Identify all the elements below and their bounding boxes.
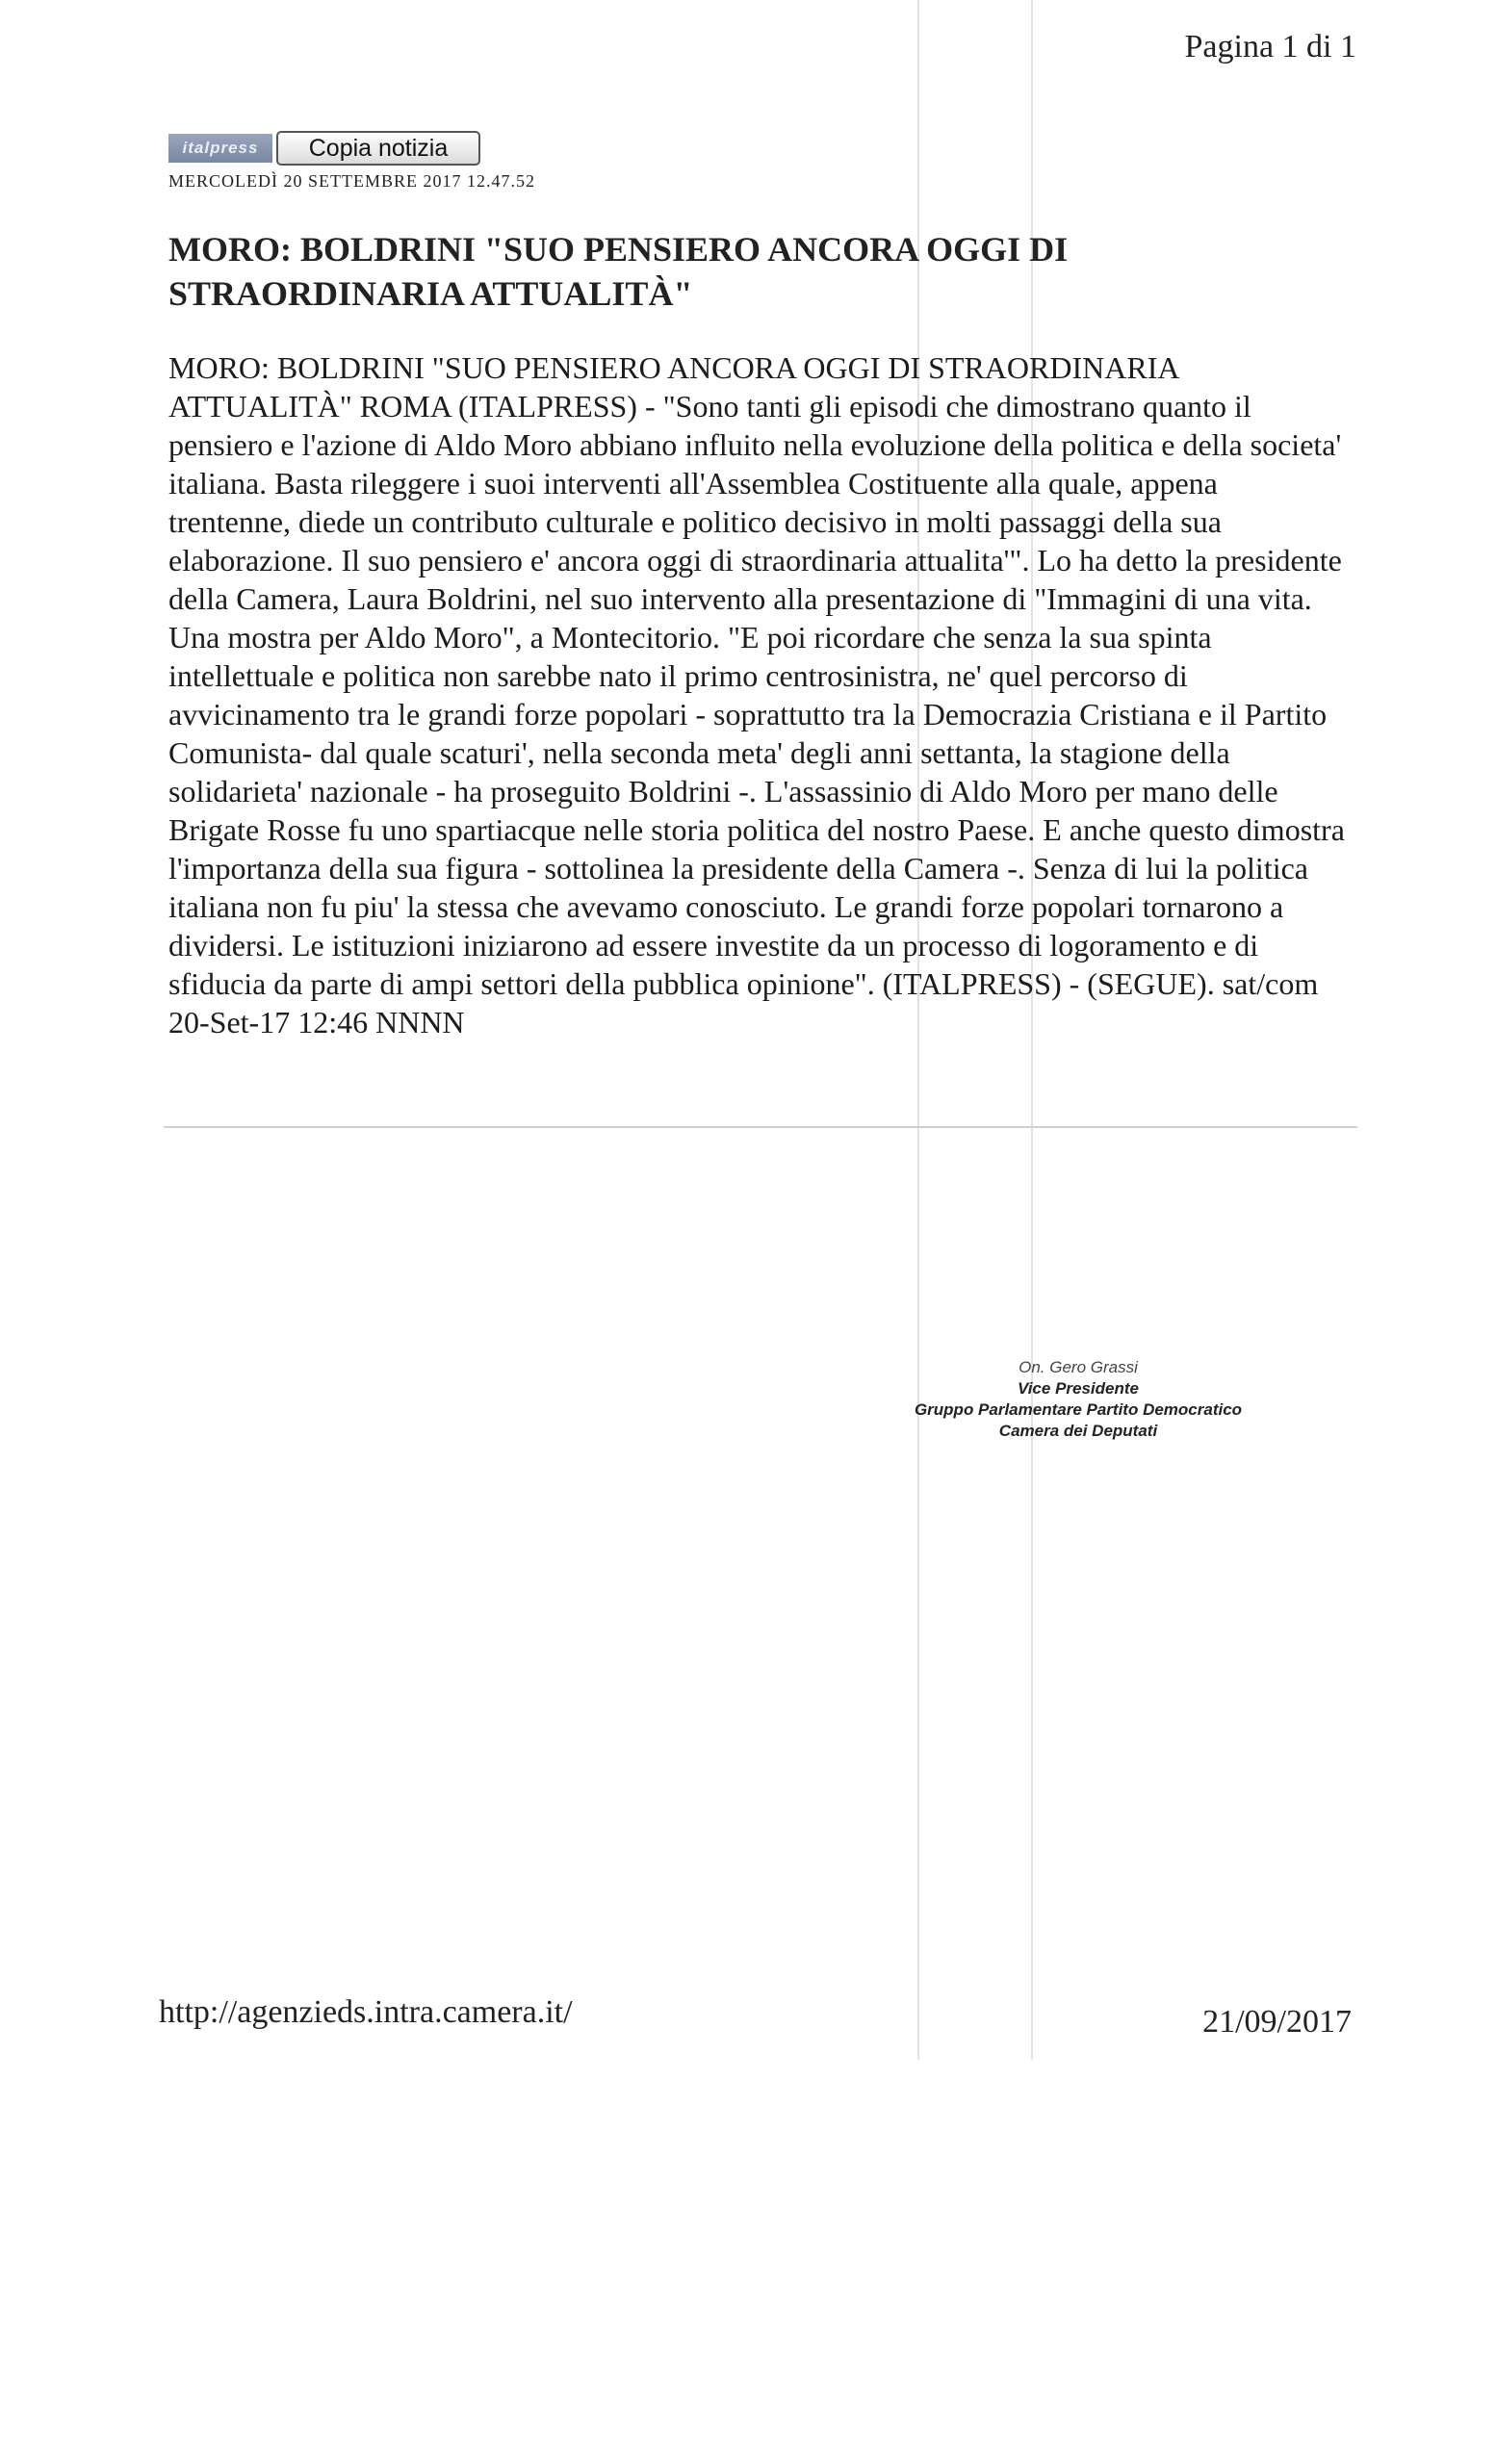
stamp-line-group: Gruppo Parlamentare Partito Democratico bbox=[914, 1400, 1243, 1419]
stamp-line-chamber: Camera dei Deputati bbox=[998, 1422, 1158, 1440]
stamp-line-name: On. Gero Grassi bbox=[1019, 1358, 1138, 1376]
italpress-logo: italpress bbox=[168, 134, 272, 163]
stamp-line-role: Vice Presidente bbox=[1018, 1379, 1139, 1398]
copy-news-button[interactable]: Copia notizia bbox=[276, 131, 480, 166]
footer-url: http://agenzieds.intra.camera.it/ bbox=[159, 1994, 573, 2030]
article-date: MERCOLEDÌ 20 SETTEMBRE 2017 12.47.52 bbox=[168, 171, 535, 191]
article-title: MORO: BOLDRINI "SUO PENSIERO ANCORA OGGI DI STRAORDINARIA ATTUALITÀ" bbox=[168, 230, 1069, 313]
divider bbox=[164, 1126, 1357, 1128]
page-number: Pagina 1 di 1 bbox=[1184, 29, 1356, 64]
toolbar bbox=[168, 131, 480, 166]
footer-date: 21/09/2017 bbox=[1202, 2004, 1352, 2040]
article-body: MORO: BOLDRINI "SUO PENSIERO ANCORA OGGI DI STRAORDINARIA ATTUALITÀ" ROMA (ITALPRESS) - "Sono tanti gli episodi che dimostrano quanto il pensiero e l'azione di Aldo Moro abbiano influito nella evoluzione della politica e della societa' italiana. Basta rileggere i suoi interventi all'Assemblea Costituente alla quale, appena trentenne, diede un contributo culturale e politico decisivo in molti passaggi della sua elaborazione. Il suo pensiero e' ancora oggi di straordinaria attualita'". Lo ha detto la presidente della Camera, Laura Boldrini, nel suo intervento alla presentazione di "Immagini di una vita. Una mostra per Aldo Moro", a Montecitorio. "E poi ricordare che senza la sua spinta intellettuale e politica non sarebbe nato il primo centrosinistra, ne' quel percorso di avvicinamento tra le grandi forze popolari - soprattutto tra la Democrazia Cristiana e il Partito Comunista- dal quale scaturi', nella seconda meta' degli anni settanta, la stagione della solidarieta' nazionale - ha proseguito Boldrini -. L'assassinio di Aldo Moro per mano delle Brigate Rosse fu uno spartiacque nelle storia politica del nostro Paese. E anche questo dimostra l'importanza della sua figura - sottolinea la presidente della Camera -. Senza di lui la politica italiana non fu piu' la stessa che avevamo conosciuto. Le grandi forze popolari tornarono a dividersi. Le istituzioni iniziarono ad essere investite da un processo di logoramento e di sfiducia da parte di ampi settori della pubblica opinione". (ITALPRESS) - (SEGUE). sat/com 20-Set-17 12:46 NNNN bbox=[168, 350, 1345, 1040]
signature-stamp bbox=[847, 1357, 1309, 1442]
